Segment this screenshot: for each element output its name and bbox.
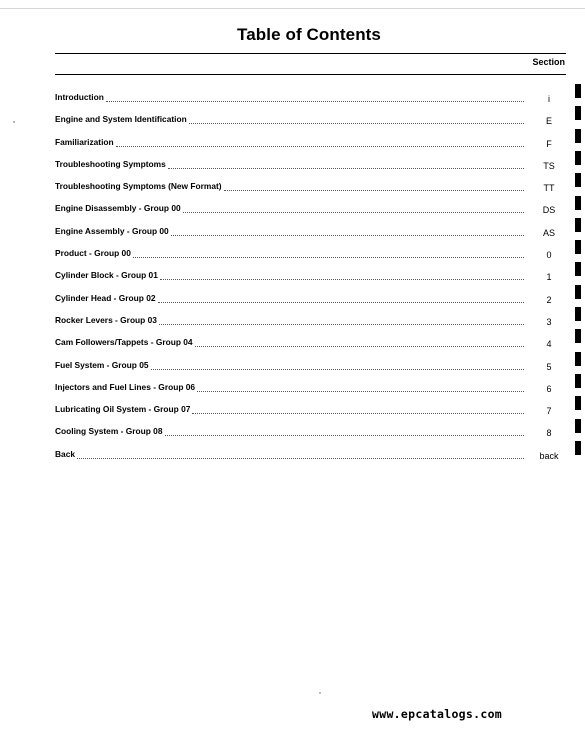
toc-entry-section: i [548, 94, 550, 104]
toc-entry-label[interactable]: Fuel System - Group 05 [55, 359, 149, 370]
toc-entry-section: E [545, 116, 552, 127]
section-tab-marker [575, 396, 581, 410]
toc-entry[interactable] [55, 180, 566, 202]
toc-entry-label[interactable]: Engine Disassembly - Group 00 [55, 203, 181, 214]
toc-entry-section: 6 [546, 383, 552, 394]
section-tab-marker [575, 419, 581, 433]
toc-entry-label[interactable]: Engine and System Identification [55, 114, 187, 125]
toc-entry-section: 2 [546, 294, 552, 305]
section-tab-marker [575, 374, 581, 388]
dot-leader [189, 122, 524, 124]
toc-entry-section: 3 [546, 316, 552, 327]
toc-entry-label[interactable]: Injectors and Fuel Lines - Group 06 [55, 381, 196, 392]
dot-leader [106, 100, 524, 102]
toc-entry[interactable] [55, 113, 566, 135]
dot-leader [151, 368, 524, 370]
section-tab-marker [575, 307, 581, 321]
toc-entry[interactable] [55, 269, 566, 291]
toc-entry[interactable] [55, 381, 566, 403]
section-tab-marker [575, 196, 581, 210]
toc-entry-label[interactable]: Back [55, 448, 76, 459]
toc-entry-label[interactable]: Cooling System - Group 08 [55, 426, 163, 437]
dot-leader [224, 189, 524, 191]
section-tab-marker [575, 240, 581, 254]
toc-entry[interactable] [55, 448, 566, 470]
scan-speck [13, 121, 15, 123]
toc-entry[interactable] [55, 314, 566, 336]
header-rule-bottom [55, 74, 566, 75]
toc-entry-section: TS [543, 160, 555, 171]
dot-leader [159, 323, 524, 325]
toc-entry-label[interactable]: Rocker Levers - Group 03 [55, 314, 157, 325]
toc-entry-section: 0 [546, 250, 552, 261]
toc-list [55, 91, 566, 470]
section-tab-marker [575, 329, 581, 343]
dot-leader [116, 145, 524, 147]
dot-leader [197, 390, 524, 392]
toc-entry-label[interactable]: Troubleshooting Symptoms (New Format) [55, 181, 222, 192]
toc-entry[interactable] [55, 359, 566, 381]
toc-entry-section: 4 [546, 339, 552, 350]
toc-entry-label[interactable]: Familiarization [55, 136, 114, 147]
dot-leader [192, 412, 524, 414]
toc-entry-section: 5 [546, 361, 552, 372]
page-title: Table of Contents [237, 25, 381, 44]
toc-entry[interactable] [55, 202, 566, 224]
toc-entry-section: 1 [546, 272, 552, 283]
section-tab-marker [575, 262, 581, 276]
dot-leader [160, 278, 524, 280]
toc-entry-label[interactable]: Cylinder Head - Group 02 [55, 292, 156, 303]
toc-entry-section: 8 [546, 428, 552, 439]
toc-entry-section: 7 [546, 406, 552, 417]
toc-entry[interactable] [55, 136, 566, 158]
section-tab-marker [575, 441, 581, 455]
section-tab-marker [575, 218, 581, 232]
dot-leader [183, 211, 524, 213]
toc-entry[interactable] [55, 91, 566, 113]
toc-entry-section: back [539, 450, 559, 461]
toc-entry-label[interactable]: Lubricating Oil System - Group 07 [55, 404, 191, 415]
header-rule-top [55, 53, 566, 54]
toc-entry[interactable] [55, 403, 566, 425]
toc-entry[interactable] [55, 292, 566, 314]
dot-leader [171, 234, 524, 236]
toc-entry[interactable] [55, 158, 566, 180]
dot-leader [165, 434, 525, 436]
dot-leader [158, 301, 524, 303]
toc-entry-label[interactable]: Introduction [55, 92, 104, 102]
toc-entry[interactable] [55, 225, 566, 247]
watermark-url: www.epcatalogs.com [372, 707, 503, 721]
toc-entry-section: TT [543, 183, 555, 194]
section-tab-marker [575, 106, 581, 120]
toc-entry-label[interactable]: Cylinder Block - Group 01 [55, 270, 158, 281]
scan-edge-line [0, 8, 585, 9]
toc-entry-label[interactable]: Cam Followers/Tappets - Group 04 [55, 337, 193, 348]
toc-entry-label[interactable]: Troubleshooting Symptoms [55, 158, 166, 169]
dot-leader [77, 457, 524, 459]
section-tab-marker [575, 151, 581, 165]
toc-entry-section: AS [542, 227, 555, 238]
toc-entry-section: F [546, 138, 552, 149]
toc-entry-label[interactable]: Engine Assembly - Group 00 [55, 225, 169, 236]
section-tab-marker [575, 84, 581, 98]
toc-entry[interactable] [55, 247, 566, 269]
toc-entry[interactable] [55, 425, 566, 447]
dot-leader [168, 167, 524, 169]
scan-speck [319, 692, 321, 694]
toc-entry-section: DS [542, 205, 556, 216]
section-tab-marker [575, 352, 581, 366]
section-tab-marker [575, 129, 581, 143]
section-column-header: Section [532, 57, 565, 67]
toc-entry-label[interactable]: Product - Group 00 [55, 248, 131, 259]
section-tab-marker [575, 285, 581, 299]
dot-leader [133, 256, 524, 258]
section-tab-marker [575, 173, 581, 187]
dot-leader [195, 345, 524, 347]
toc-entry[interactable] [55, 336, 566, 358]
